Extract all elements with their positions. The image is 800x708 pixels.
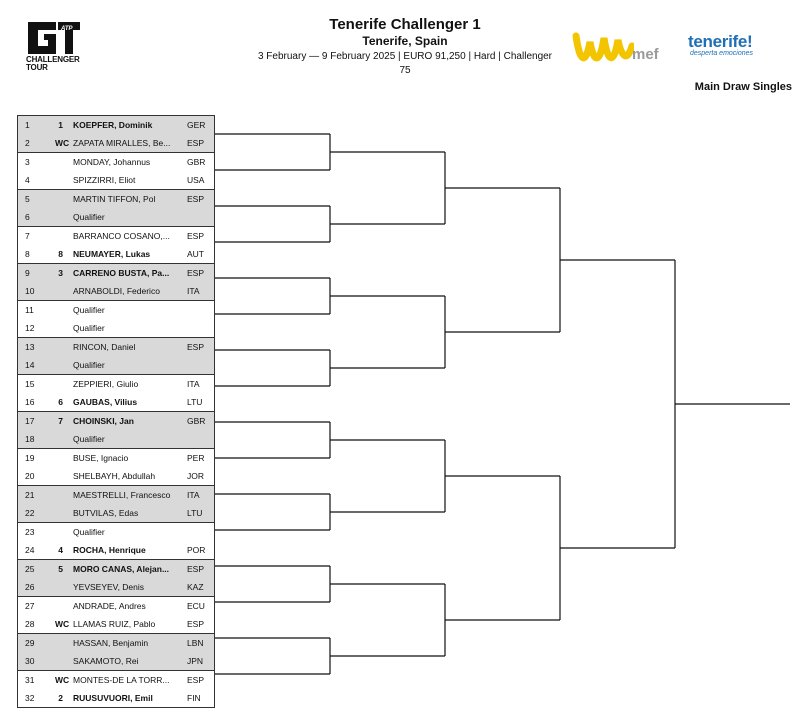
player-name: Qualifier (73, 305, 105, 315)
player-name: MONDAY, Johannus (73, 157, 151, 167)
tournament-details: 3 February — 9 February 2025 | EURO 91,250 | Hard | Challenger (257, 51, 553, 62)
player-nationality: ESP (187, 138, 205, 148)
player-number: 17 (25, 416, 35, 426)
player-number: 6 (25, 212, 30, 222)
player-seed: 3 (58, 268, 63, 278)
player-nationality: ITA (187, 379, 200, 389)
player-name: MONTES-DE LA TORR... (73, 675, 170, 685)
mef-logo-text: mef (632, 46, 659, 63)
player-name: NEUMAYER, Lukas (73, 249, 151, 259)
player-name: Qualifier (73, 434, 105, 444)
player-number: 31 (25, 675, 35, 685)
player-number: 19 (25, 453, 35, 463)
draw-size: 75 (399, 65, 411, 76)
player-name: SAKAMOTO, Rei (73, 656, 139, 666)
tournament-title: Tenerife Challenger 1 (329, 16, 481, 33)
player-nationality: LBN (187, 638, 204, 648)
player-nationality: GBR (187, 416, 206, 426)
player-number: 14 (25, 360, 35, 370)
player-nationality: ITA (187, 286, 200, 296)
player-nationality: ECU (187, 601, 205, 611)
player-seed: WC (55, 138, 70, 148)
player-name: Qualifier (73, 212, 105, 222)
player-number: 26 (25, 582, 35, 592)
player-name: SPIZZIRRI, Eliot (73, 175, 136, 185)
player-seed: WC (55, 619, 70, 629)
player-name: MAESTRELLI, Francesco (73, 490, 171, 500)
draw-type-label: Main Draw Singles (694, 81, 792, 93)
player-nationality: ITA (187, 490, 200, 500)
player-name: ROCHA, Henrique (73, 545, 146, 555)
player-number: 27 (25, 601, 35, 611)
player-number: 21 (25, 490, 35, 500)
player-nationality: GER (187, 120, 206, 130)
player-nationality: LTU (187, 397, 203, 407)
player-number: 22 (25, 508, 35, 518)
player-seed: 1 (58, 120, 63, 130)
player-name: ZAPATA MIRALLES, Be... (73, 138, 171, 148)
player-number: 2 (25, 138, 30, 148)
player-name: KOEPFER, Dominik (73, 120, 153, 130)
player-seed: 8 (58, 249, 63, 259)
player-name: LLAMAS RUIZ, Pablo (73, 619, 156, 629)
player-nationality: JOR (187, 471, 204, 481)
player-name: HASSAN, Benjamin (73, 638, 149, 648)
player-number: 9 (25, 268, 30, 278)
player-number: 13 (25, 342, 35, 352)
player-number: 28 (25, 619, 35, 629)
player-nationality: GBR (187, 157, 206, 167)
player-number: 1 (25, 120, 30, 130)
player-number: 11 (25, 305, 34, 315)
player-nationality: USA (187, 175, 205, 185)
player-number: 30 (25, 656, 35, 666)
player-nationality: JPN (187, 656, 204, 666)
player-number: 12 (25, 323, 35, 333)
player-name: RUUSUVUORI, Emil (73, 693, 153, 703)
player-seed: 7 (58, 416, 63, 426)
player-seed: 6 (58, 397, 63, 407)
player-name: CARRENO BUSTA, Pa... (73, 268, 170, 278)
player-nationality: ESP (187, 619, 205, 629)
player-nationality: ESP (187, 268, 205, 278)
player-number: 32 (25, 693, 35, 703)
player-number: 29 (25, 638, 35, 648)
player-nationality: FIN (187, 693, 201, 703)
player-name: RINCON, Daniel (73, 342, 136, 352)
player-name: ZEPPIERI, Giulio (73, 379, 139, 389)
player-number: 3 (25, 157, 30, 167)
tenerife-logo-text: tenerife! (688, 32, 753, 51)
player-number: 25 (25, 564, 35, 574)
player-nationality: ESP (187, 342, 205, 352)
player-seed: 5 (58, 564, 63, 574)
player-nationality: ESP (187, 564, 205, 574)
player-seed: 2 (58, 693, 63, 703)
player-nationality: KAZ (187, 582, 204, 592)
tenerife-logo-tagline: desperta emociones (690, 50, 754, 57)
player-name: MORO CANAS, Alejan... (73, 564, 170, 574)
player-seed: 4 (58, 545, 63, 555)
player-number: 8 (25, 249, 30, 259)
player-name: GAUBAS, Vilius (73, 397, 138, 407)
atp-challenger-text: CHALLENGER (26, 55, 80, 64)
player-nationality: ESP (187, 675, 205, 685)
player-nationality: AUT (187, 249, 204, 259)
player-number: 10 (25, 286, 35, 296)
atp-tour-text: TOUR (26, 63, 48, 72)
player-nationality: LTU (187, 508, 203, 518)
player-nationality: ESP (187, 194, 205, 204)
player-name: YEVSEYEV, Denis (73, 582, 145, 592)
player-number: 20 (25, 471, 35, 481)
player-nationality: PER (187, 453, 205, 463)
player-nationality: POR (187, 545, 206, 555)
player-name: BARRANCO COSANO,... (73, 231, 170, 241)
player-name: BUSE, Ignacio (73, 453, 129, 463)
player-name: ANDRADE, Andres (73, 601, 146, 611)
player-name: MARTIN TIFFON, Pol (73, 194, 156, 204)
player-number: 24 (25, 545, 35, 555)
player-name: SHELBAYH, Abdullah (73, 471, 156, 481)
atp-mark-label: ATP (61, 26, 73, 32)
player-name: Qualifier (73, 323, 105, 333)
player-number: 7 (25, 231, 30, 241)
player-name: Qualifier (73, 527, 105, 537)
player-name: BUTVILAS, Edas (73, 508, 139, 518)
player-name: Qualifier (73, 360, 105, 370)
player-number: 4 (25, 175, 30, 185)
player-number: 18 (25, 434, 35, 444)
player-nationality: ESP (187, 231, 205, 241)
player-name: CHOINSKI, Jan (73, 416, 134, 426)
player-seed: WC (55, 675, 70, 685)
player-number: 16 (25, 397, 35, 407)
player-number: 23 (25, 527, 35, 537)
player-number: 5 (25, 194, 30, 204)
player-name: ARNABOLDI, Federico (73, 286, 160, 296)
tournament-location: Tenerife, Spain (362, 34, 448, 48)
player-number: 15 (25, 379, 35, 389)
